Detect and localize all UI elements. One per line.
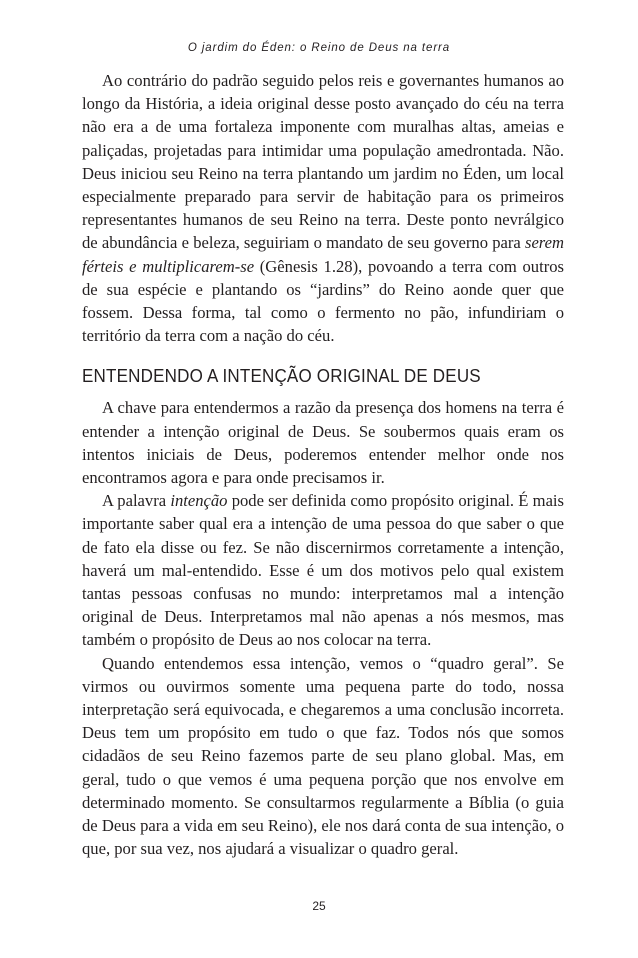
paragraph-1-part-1: Ao contrário do padrão seguido pelos reis e governantes humanos ao longo da História, a ideia original desse posto avançado do céu na terra não era a de uma fortaleza imponente com muralhas altas, ameias e paliçadas, projetadas para intimidar uma população amedrontada. Não. Deus iniciou seu Reino na terra plantando um jardim no Éden, um local especialmente preparado para servir de habitação para os primeiros representantes humanos de seu Reino na terra. Deste ponto nevrálgico de abundância e beleza, seguiriam o mandato de seu governo para [82, 71, 564, 253]
paragraph-4: Quando entendemos essa intenção, vemos o “quadro geral”. Se virmos ou ouvirmos somente uma pequena parte do todo, nossa interpretação será equivocada, e chegaremos a uma conclusão incorreta. Deus tem um propósito em tudo o que faz. Todos nós que somos cidadãos de seu Reino fazemos parte de seu plano global. Mas, em geral, tudo o que vemos é uma pequena porção que nos envolve em determinado momento. Se consultarmos regularmente a Bíblia (o guia de Deus para a vida em seu Reino), ele nos dará conta de sua intenção, o que, por sua vez, nos ajudará a visualizar o quadro geral. [82, 653, 564, 859]
paragraph-1 [82, 69, 564, 347]
paragraph-2: A chave para entendermos a razão da presença dos homens na terra é entender a intenção original de Deus. Se soubermos quais eram os intentos iniciais de Deus, poderemos entender melhor onde nos encontramos agora e para onde precisamos ir. [82, 398, 564, 488]
paragraph-3 [82, 489, 564, 651]
body-text [82, 69, 564, 861]
paragraph-1-part-2: (Gênesis 1.28), povoando a terra com outros de sua espécie e plantando os “jardins” do Reino aonde quer que fossem. Dessa forma, tal como o fermento no pão, infundiriam o território da terra com a nação do céu. [82, 256, 564, 346]
paragraph-1-emphasis: serem férteis e multiplicarem-se [82, 233, 564, 276]
running-head: O jardim do Éden: o Reino de Deus na terra [187, 42, 451, 54]
paragraph-3-emphasis: intenção [170, 491, 228, 511]
paragraph-3-part-2: pode ser definida como propósito original. É mais importante saber qual era a intenção de uma pessoa do que saber o que de fato ela disse ou fez. Se não discernirmos corretamente a intenção, haverá um mal-entendido. Esse é um dos motivos pelo qual existem tantas pessoas confusas no mundo: interpretamos mal a intenção original de Deus. Interpretamos mal não apenas a nós mesmos, mas também o propósito de Deus ao nos colocar na terra. [82, 491, 564, 650]
section-heading: ENTENDENDO A INTENÇÃO ORIGINAL DE DEUS [82, 365, 481, 387]
paragraph-3-part-1: A palavra [102, 491, 171, 511]
page-number: 25 [312, 899, 326, 913]
